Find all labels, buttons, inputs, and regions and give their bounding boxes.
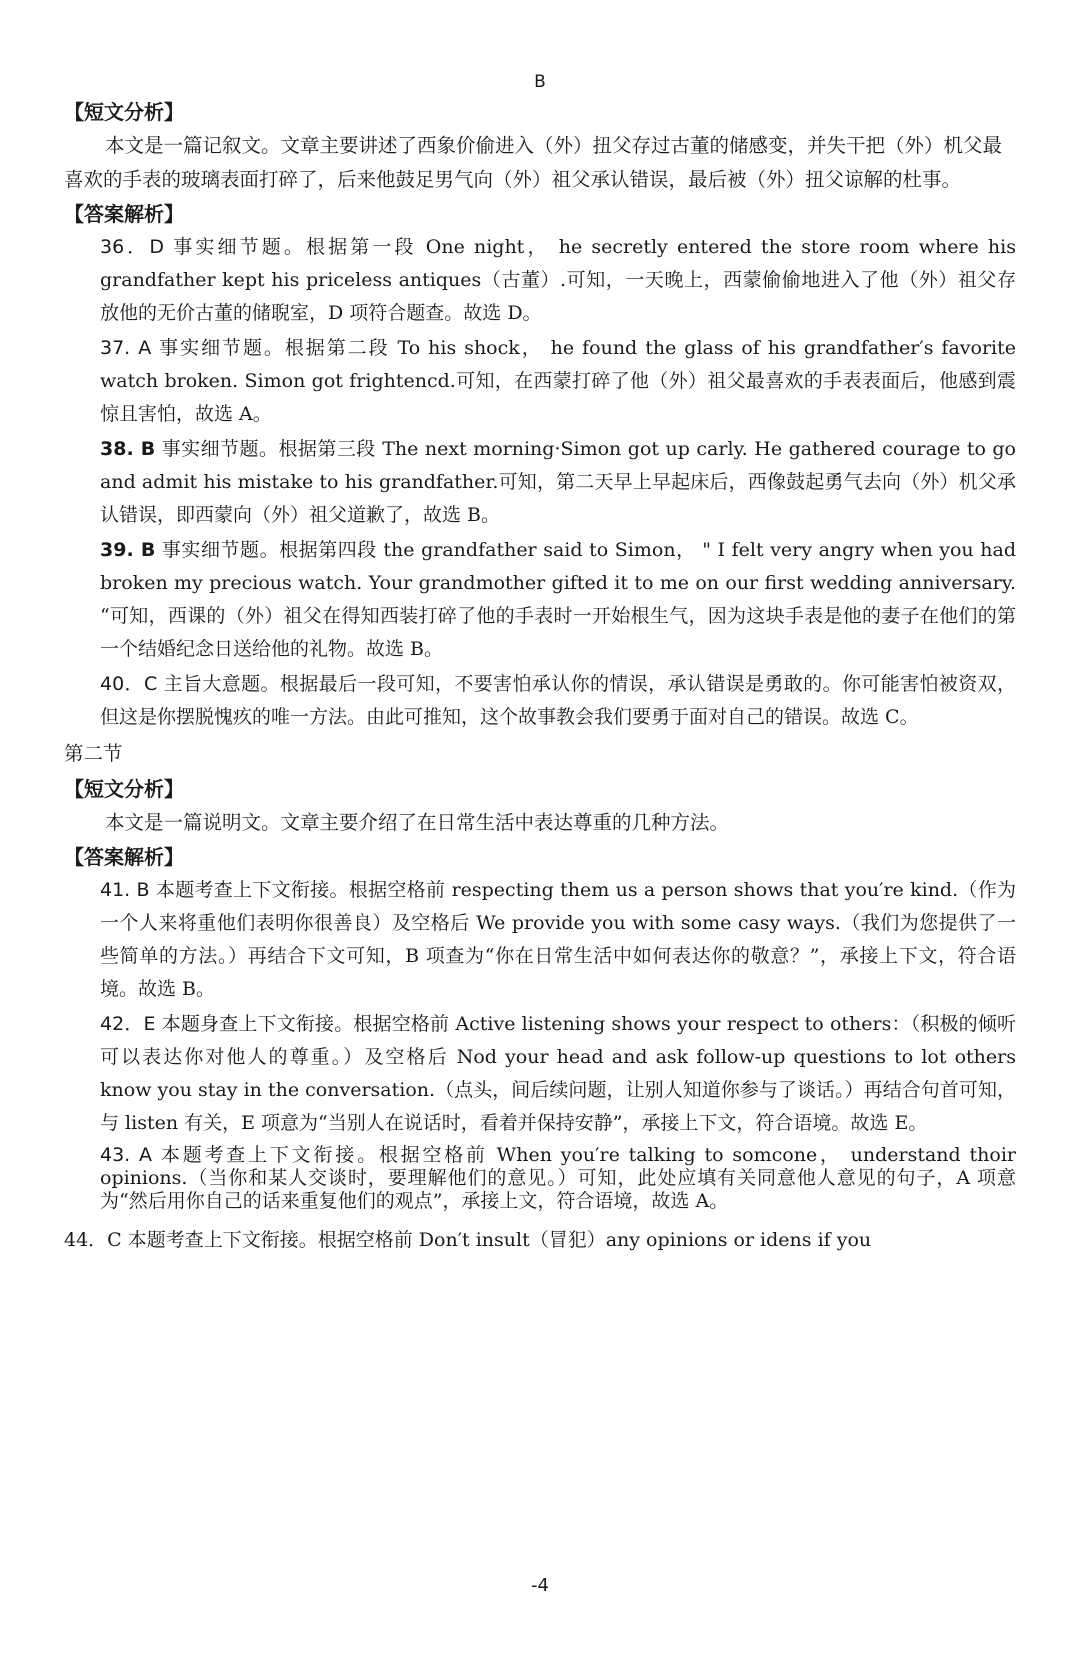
- answer-40: [100, 668, 1016, 734]
- header-letter: B: [534, 72, 546, 92]
- answer-text: 事实细节题。根据第四段 the grandfather said to Simon， " I felt very angry when you had broken my precious watch. Your grandmother gifted it to me on our first wedding anniversary. “可知，西课的（外）祖父在得知西装打碎了他的手表时一开始根生气，因为这块手表是他的妻子在他们的第一个结婚纪念日送给他的礼物。故选 B。: [100, 539, 1016, 660]
- answer-text: 本题考查上下文衔接。根据空格前 respecting them us a person shows that you′re kind.（作为一个人来将重他们表明你很善良）及空格后 We provide you with some casy ways.（我们为您提供了一些简单的方法。）再结合下文可知，B 项查为“你在日常生活中如何表达你的敬意？”，承接上下文，符合语境。故选 B。: [100, 879, 1016, 1000]
- answer-list-1: [64, 231, 1016, 734]
- answer-number: 40．C: [100, 673, 158, 695]
- answer-number: 39. B: [100, 539, 156, 561]
- answer-37: [100, 332, 1016, 431]
- answer-number: 37. A: [100, 337, 152, 359]
- answer-number: 36．D: [100, 236, 165, 258]
- answer-text: 事实细节题。根据第一段 One night， he secretly entered the store room where his grandfather kept his priceless antiques（古董）.可知，一天晚上，西蒙偷偷地进入了他（外）祖父存放他的无价古董的储聣室，D 项符合题查。故选 D。: [100, 236, 1016, 324]
- answer-number: 38. B: [100, 438, 156, 460]
- page-number: -4: [531, 1575, 549, 1596]
- document-content: [64, 95, 1016, 1257]
- summary-paragraph-2: 本文是一篇说明文。文章主要介绍了在日常生活中表达尊重的几种方法。: [104, 811, 729, 834]
- answer-42: [100, 1008, 1016, 1140]
- answer-41: [100, 874, 1016, 1006]
- answer-list-2: [64, 874, 1016, 1213]
- answer-number: 42．E: [100, 1013, 156, 1035]
- answer-number: 41. B: [100, 879, 150, 901]
- summary-heading-1: 【短文分析】: [64, 100, 184, 124]
- answer-44: 44．C 本题考查上下文衔接。根据空格前 Don′t insult（冒犯）any opinions or idens if you: [64, 1229, 872, 1251]
- answer-text: 事实细节题。根据第二段 To his shock， he found the glass of his grandfather′s favorite watch broken. Simon got frightencd.可知，在西蒙打碎了他（外）祖父最喜欢的手表表面后，他感到震惊且害怕，故选 A。: [100, 337, 1016, 425]
- answer-43: [100, 1144, 1016, 1213]
- answer-text: 本题考查上下文衔接。根据空格前 When you′re talking to somcone， understand thoir opinions.（当你和某人交谈时，要理解他们的意见。）可知，此处应填有关同意他人意见的句子，A 项意为“然后用你自己的话来重复他们的观点”，承接上文，符合语境，故选 A。: [100, 1144, 1016, 1212]
- answer-text: 本题身查上下文衔接。根据空格前 Active listening shows your respect to others：（积极的倾听可以表达你对他人的尊重。）及空格后 Nod your head and ask follow-up questions to lot others know you stay in the conversation.（点头，间后续问题，让别人知道你参与了谈话。）再结合句首可知，与 listen 有关，E 项意为“当别人在说话时，看着并保持安静”，承接上下文，符合语境。故选 E。: [100, 1013, 1016, 1134]
- answer-text: 事实细节题。根据第三段 The next morning·Simon got up carly. He gathered courage to go and admit his mistake to his grandfather.可知，第二天早上早起床后，西像鼓起勇气去向（外）机父承认错误，即西蒙向（外）祖父道歉了，故选 B。: [100, 438, 1016, 526]
- answer-36: [100, 231, 1016, 330]
- answer-38: [100, 433, 1016, 532]
- section-title: 第二节: [64, 742, 123, 765]
- answers-heading-1: 【答案解析】: [64, 202, 184, 226]
- answer-39: [100, 534, 1016, 666]
- answer-text: 主旨大意题。根据最后一段可知，不要害怕承认你的情误，承认错误是勇敢的。你可能害怕被资双，但这是你摆脱愧疚的唯一方法。由此可推知，这个故事教会我们要勇于面对自己的错误。故选 C。: [100, 673, 1017, 728]
- summary-heading-2: 【短文分析】: [64, 777, 184, 801]
- answer-number: 43. A: [100, 1144, 153, 1166]
- answers-heading-2: 【答案解析】: [64, 845, 184, 869]
- summary-paragraph-1: 本文是一篇记叙文。文章主要讲述了西象价偷进入（外）扭父存过古董的储感变，并失干把（外）机父最喜欢的手表的玻璃表面打碎了，后来他鼓足男气向（外）祖父承认错误，最后被（外）扭父谅解的杜事。: [64, 134, 1002, 191]
